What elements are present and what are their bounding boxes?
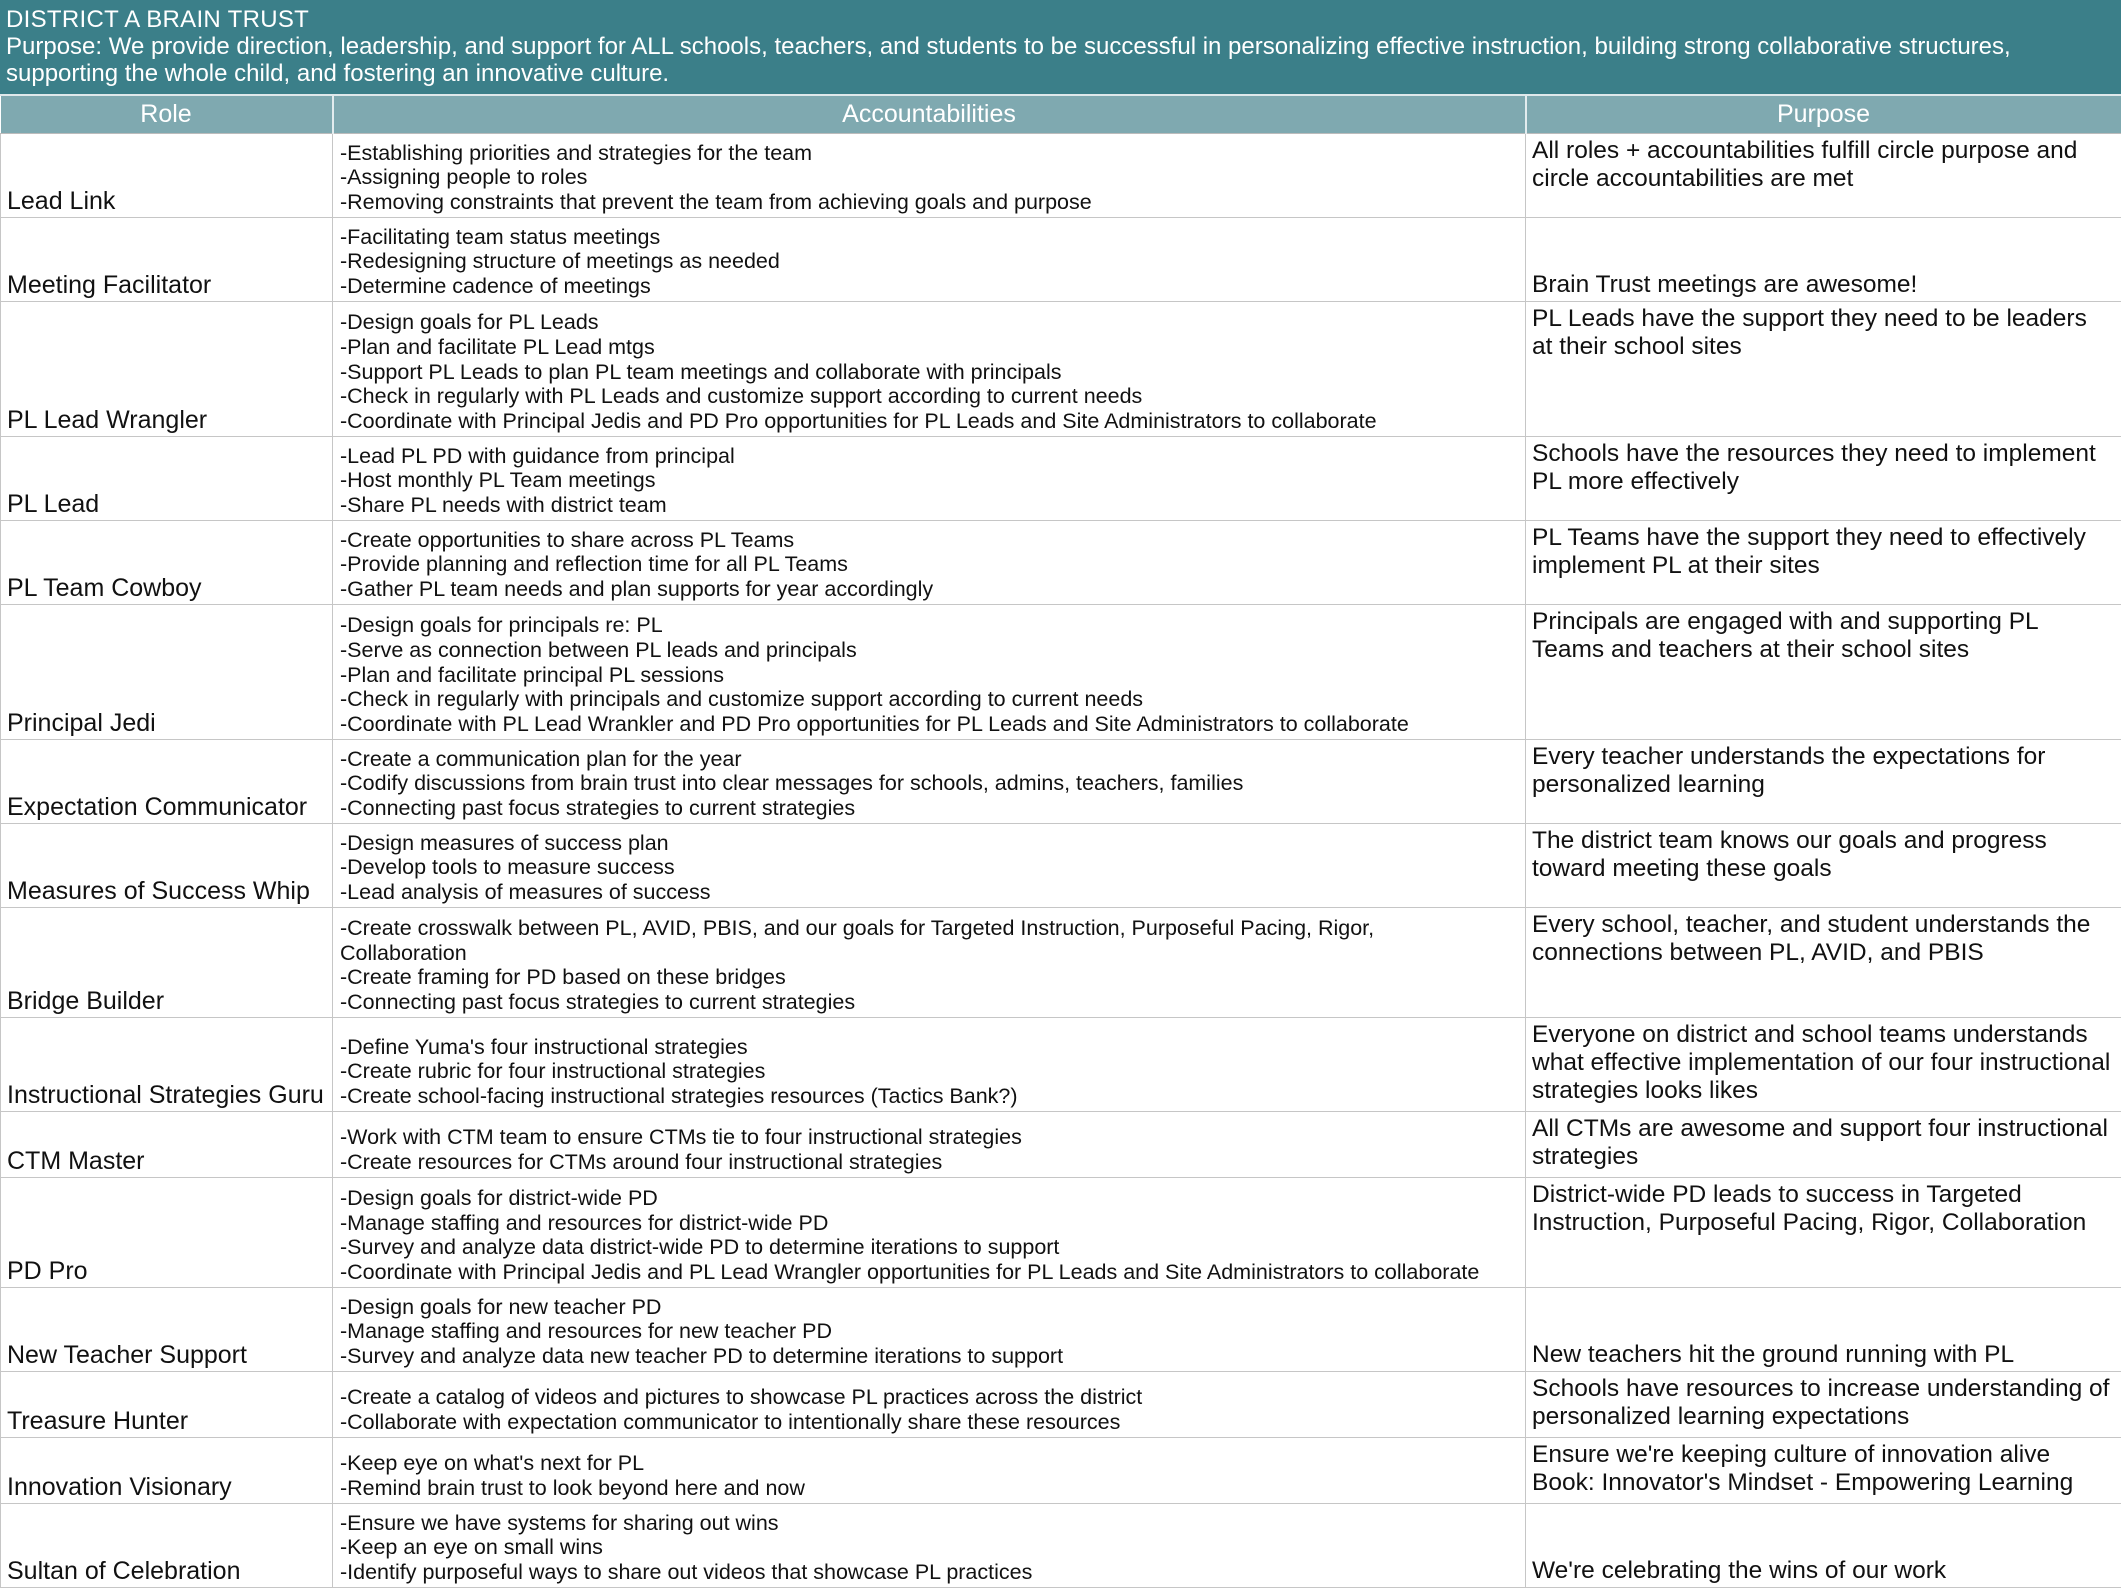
- table-row: [1, 437, 2121, 521]
- accountabilities-cell[interactable]: [333, 824, 1526, 908]
- accountability-line: -Design goals for PL Leads: [340, 310, 599, 335]
- table-row: [1, 134, 2121, 218]
- accountabilities-cell[interactable]: [333, 1372, 1526, 1438]
- role-cell[interactable]: Principal Jedi: [1, 605, 333, 740]
- purpose-line: Instruction, Purposeful Pacing, Rigor, Collaboration: [1532, 1209, 2087, 1236]
- accountability-line: -Lead analysis of measures of success: [340, 880, 711, 905]
- accountability-line: -Design measures of success plan: [340, 830, 669, 855]
- purpose-line: PL more effectively: [1532, 468, 1739, 495]
- accountabilities-cell[interactable]: [333, 1438, 1526, 1504]
- purpose-line: implement PL at their sites: [1532, 552, 1820, 579]
- accountability-line: -Plan and facilitate PL Lead mtgs: [340, 334, 655, 359]
- accountability-line: -Host monthly PL Team meetings: [340, 468, 656, 493]
- purpose-line: The district team knows our goals and progress: [1532, 827, 2047, 854]
- accountabilities-cell[interactable]: [333, 1178, 1526, 1288]
- purpose-cell[interactable]: [1526, 824, 2121, 908]
- table-row: [1, 1372, 2121, 1438]
- purpose-line: connections between PL, AVID, and PBIS: [1532, 939, 1984, 966]
- accountability-line: -Facilitating team status meetings: [340, 224, 661, 249]
- roles-table: [0, 96, 2121, 1588]
- purpose-line: circle accountabilities are met: [1532, 165, 1854, 192]
- table-row: [1, 1438, 2121, 1504]
- table-row: [1, 1504, 2121, 1588]
- accountabilities-cell[interactable]: [333, 218, 1526, 302]
- accountability-line: -Gather PL team needs and plan supports for year accordingly: [340, 577, 934, 602]
- accountability-line: -Coordinate with PL Lead Wrankler and PD Pro opportunities for PL Leads and Site Administrators to collaborate: [340, 712, 1409, 737]
- purpose-line: Schools have resources to increase understanding of: [1532, 1375, 2110, 1402]
- accountability-line: -Manage staffing and resources for district-wide PD: [340, 1210, 829, 1235]
- table-row: [1, 1112, 2121, 1178]
- column-header-row: [1, 96, 2121, 134]
- purpose-line: Every teacher understands the expectations for: [1532, 743, 2046, 770]
- accountability-line: -Create school-facing instructional strategies resources (Tactics Bank?): [340, 1084, 1018, 1109]
- table-row: [1, 605, 2121, 740]
- purpose-cell[interactable]: [1526, 1504, 2121, 1588]
- purpose-cell[interactable]: [1526, 134, 2121, 218]
- purpose-line: Teams and teachers at their school sites: [1532, 636, 1970, 663]
- accountability-line: -Plan and facilitate principal PL sessions: [340, 662, 725, 687]
- role-cell[interactable]: Treasure Hunter: [1, 1372, 333, 1438]
- purpose-line: what effective implementation of our four instructional: [1532, 1049, 2111, 1076]
- purpose-cell[interactable]: [1526, 908, 2121, 1018]
- sheet-purpose[interactable]: Purpose: We provide direction, leadership, and support for ALL schools, teachers, and students to be successful in personalizing effective instruction, building strong collaborative structures, supporting the whole child, and fostering an innovative culture.: [6, 33, 2011, 87]
- purpose-line: All roles + accountabilities fulfill circle purpose and: [1532, 137, 2078, 164]
- accountability-line: Collaboration: [340, 940, 467, 965]
- table-row: [1, 521, 2121, 605]
- table-row: [1, 908, 2121, 1018]
- accountability-line: -Codify discussions from brain trust into clear messages for schools, admins, teachers, families: [340, 771, 1244, 796]
- purpose-line: All CTMs are awesome and support four instructional: [1532, 1115, 2109, 1142]
- role-cell[interactable]: Expectation Communicator: [1, 740, 333, 824]
- accountability-line: -Serve as connection between PL leads and principals: [340, 637, 857, 662]
- accountability-line: -Support PL Leads to plan PL team meetings and collaborate with principals: [340, 359, 1062, 384]
- accountability-line: -Connecting past focus strategies to current strategies: [340, 990, 856, 1015]
- sheet-title[interactable]: DISTRICT A BRAIN TRUST: [6, 6, 310, 33]
- table-row: [1, 218, 2121, 302]
- purpose-line: PL Leads have the support they need to be leaders: [1532, 305, 2087, 332]
- accountability-line: -Create resources for CTMs around four instructional strategies: [340, 1150, 943, 1175]
- table-row: [1, 302, 2121, 437]
- accountability-line: -Identify purposeful ways to share out videos that showcase PL practices: [340, 1560, 1033, 1585]
- role-cell[interactable]: Meeting Facilitator: [1, 218, 333, 302]
- accountabilities-cell[interactable]: [333, 1288, 1526, 1372]
- purpose-line: Everyone on district and school teams understands: [1532, 1021, 2088, 1048]
- role-cell[interactable]: PL Lead Wrangler: [1, 302, 333, 437]
- accountability-line: -Create rubric for four instructional strategies: [340, 1059, 766, 1084]
- accountability-line: -Share PL needs with district team: [340, 493, 667, 518]
- accountability-line: -Redesigning structure of meetings as needed: [340, 249, 780, 274]
- accountability-line: -Create a catalog of videos and pictures to showcase PL practices across the district: [340, 1385, 1143, 1410]
- role-cell[interactable]: CTM Master: [1, 1112, 333, 1178]
- accountability-line: -Create a communication plan for the year: [340, 746, 742, 771]
- column-header-purpose[interactable]: Purpose: [1526, 96, 2121, 134]
- purpose-line: strategies: [1532, 1143, 1639, 1170]
- accountabilities-cell[interactable]: [333, 1018, 1526, 1112]
- purpose-line: New teachers hit the ground running with PL: [1532, 1341, 2015, 1368]
- accountabilities-cell[interactable]: [333, 908, 1526, 1018]
- accountability-line: -Provide planning and reflection time for all PL Teams: [340, 552, 848, 577]
- accountability-line: -Manage staffing and resources for new teacher PD: [340, 1319, 832, 1344]
- role-cell[interactable]: Instructional Strategies Guru: [1, 1018, 333, 1112]
- role-cell[interactable]: Measures of Success Whip: [1, 824, 333, 908]
- purpose-cell[interactable]: [1526, 1438, 2121, 1504]
- accountability-line: -Keep an eye on small wins: [340, 1535, 603, 1560]
- purpose-line: Principals are engaged with and supporting PL: [1532, 608, 2039, 635]
- accountabilities-cell[interactable]: [333, 521, 1526, 605]
- accountability-line: -Connecting past focus strategies to current strategies: [340, 796, 856, 821]
- purpose-line: Every school, teacher, and student understands the: [1532, 911, 2091, 938]
- purpose-cell[interactable]: [1526, 302, 2121, 437]
- role-cell[interactable]: Innovation Visionary: [1, 1438, 333, 1504]
- purpose-cell[interactable]: [1526, 1178, 2121, 1288]
- accountability-line: -Create opportunities to share across PL Teams: [340, 527, 795, 552]
- purpose-line: personalized learning expectations: [1532, 1403, 1910, 1430]
- accountability-line: -Create framing for PD based on these bridges: [340, 965, 786, 990]
- purpose-line: toward meeting these goals: [1532, 855, 1832, 882]
- purpose-line: at their school sites: [1532, 333, 1742, 360]
- purpose-cell[interactable]: [1526, 521, 2121, 605]
- accountabilities-cell[interactable]: [333, 1504, 1526, 1588]
- purpose-line: PL Teams have the support they need to effectively: [1532, 524, 2086, 551]
- accountability-line: -Keep eye on what's next for PL: [340, 1451, 645, 1476]
- accountability-line: -Work with CTM team to ensure CTMs tie to four instructional strategies: [340, 1125, 1022, 1150]
- column-header-role[interactable]: Role: [1, 96, 333, 134]
- table-row: [1, 824, 2121, 908]
- accountabilities-cell[interactable]: [333, 1112, 1526, 1178]
- purpose-line: District-wide PD leads to success in Targeted: [1532, 1181, 2022, 1208]
- accountability-line: -Design goals for district-wide PD: [340, 1185, 658, 1210]
- table-row: [1, 740, 2121, 824]
- accountability-line: -Collaborate with expectation communicator to intentionally share these resources: [340, 1410, 1121, 1435]
- accountability-line: -Ensure we have systems for sharing out wins: [340, 1510, 779, 1535]
- accountability-line: -Lead PL PD with guidance from principal: [340, 443, 735, 468]
- purpose-cell[interactable]: [1526, 1372, 2121, 1438]
- table-row: [1, 1288, 2121, 1372]
- purpose-cell[interactable]: [1526, 740, 2121, 824]
- accountability-line: -Check in regularly with principals and customize support according to current needs: [340, 687, 1144, 712]
- purpose-line: Schools have the resources they need to implement: [1532, 440, 2096, 467]
- purpose-cell[interactable]: [1526, 1112, 2121, 1178]
- column-header-accountabilities[interactable]: Accountabilities: [333, 96, 1526, 134]
- accountabilities-cell[interactable]: [333, 302, 1526, 437]
- role-cell[interactable]: PL Team Cowboy: [1, 521, 333, 605]
- purpose-cell[interactable]: [1526, 1288, 2121, 1372]
- accountabilities-cell[interactable]: [333, 437, 1526, 521]
- accountabilities-cell[interactable]: [333, 605, 1526, 740]
- purpose-cell[interactable]: [1526, 605, 2121, 740]
- accountability-line: -Assigning people to roles: [340, 165, 588, 190]
- role-cell[interactable]: New Teacher Support: [1, 1288, 333, 1372]
- purpose-line: Brain Trust meetings are awesome!: [1532, 271, 1918, 298]
- accountability-line: -Define Yuma's four instructional strategies: [340, 1034, 748, 1059]
- accountability-line: -Establishing priorities and strategies for the team: [340, 140, 813, 165]
- role-cell[interactable]: Lead Link: [1, 134, 333, 218]
- accountabilities-cell[interactable]: [333, 134, 1526, 218]
- accountability-line: -Design goals for new teacher PD: [340, 1294, 662, 1319]
- purpose-line: Book: Innovator's Mindset - Empowering Learning: [1532, 1469, 2074, 1496]
- table-row: [1, 1018, 2121, 1112]
- accountability-line: -Survey and analyze data district-wide PD to determine iterations to support: [340, 1235, 1060, 1260]
- role-cell[interactable]: Bridge Builder: [1, 908, 333, 1018]
- purpose-line: We're celebrating the wins of our work: [1532, 1557, 1947, 1584]
- purpose-line: Ensure we're keeping culture of innovation alive: [1532, 1441, 2051, 1468]
- accountability-line: -Develop tools to measure success: [340, 855, 675, 880]
- accountability-line: -Check in regularly with PL Leads and customize support according to current needs: [340, 384, 1143, 409]
- role-cell[interactable]: PD Pro: [1, 1178, 333, 1288]
- table-body: [1, 134, 2121, 1588]
- purpose-cell[interactable]: [1526, 218, 2121, 302]
- purpose-line: strategies looks likes: [1532, 1077, 1759, 1104]
- purpose-cell[interactable]: [1526, 437, 2121, 521]
- role-cell[interactable]: PL Lead: [1, 437, 333, 521]
- accountability-line: -Coordinate with Principal Jedis and PD Pro opportunities for PL Leads and Site Administrators to collaborate: [340, 409, 1377, 434]
- accountability-line: -Determine cadence of meetings: [340, 274, 651, 299]
- role-cell[interactable]: Sultan of Celebration: [1, 1504, 333, 1588]
- accountability-line: -Create crosswalk between PL, AVID, PBIS, and our goals for Targeted Instruction, Purposeful Pacing, Rigor,: [340, 915, 1375, 940]
- accountability-line: -Removing constraints that prevent the team from achieving goals and purpose: [340, 190, 1092, 215]
- accountability-line: -Remind brain trust to look beyond here and now: [340, 1476, 805, 1501]
- accountability-line: -Survey and analyze data new teacher PD to determine iterations to support: [340, 1344, 1064, 1369]
- purpose-line: personalized learning: [1532, 771, 1765, 798]
- sheet-header: [0, 0, 2121, 96]
- accountability-line: -Design goals for principals re: PL: [340, 613, 663, 638]
- accountability-line: -Coordinate with Principal Jedis and PL Lead Wrangler opportunities for PL Leads and Site Administrators to collaborate: [340, 1260, 1480, 1285]
- accountabilities-cell[interactable]: [333, 740, 1526, 824]
- purpose-cell[interactable]: [1526, 1018, 2121, 1112]
- table-row: [1, 1178, 2121, 1288]
